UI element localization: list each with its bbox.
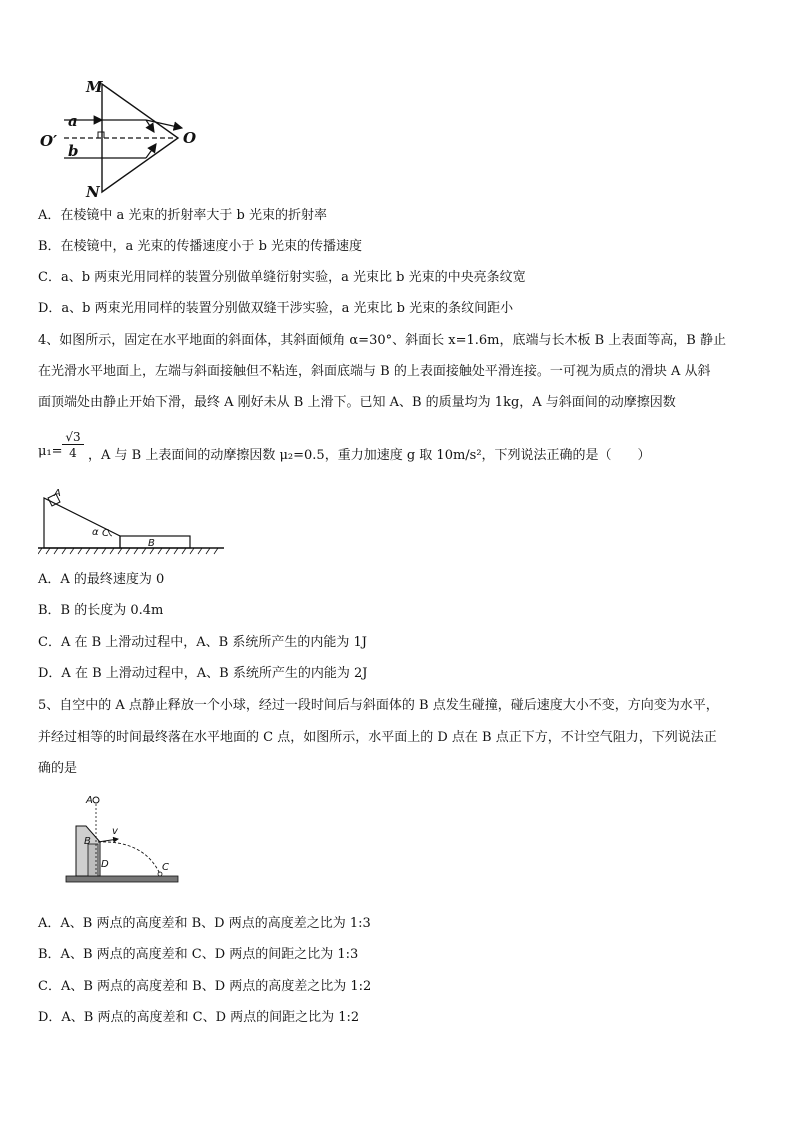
- mu1-denominator: 4: [69, 446, 77, 460]
- fig5-label-C: C: [162, 862, 169, 873]
- q3-option-b: B．在棱镜中，a 光束的传播速度小于 b 光束的传播速度: [38, 239, 363, 254]
- fig4-label-B: B: [148, 538, 155, 549]
- ground: [66, 876, 178, 882]
- q4-stem-tail: ，A 与 B 上表面间的动摩擦因数 μ₂=0.5，重力加速度 g 取 10m/s²，下列说法正确的是（ ）: [88, 448, 651, 463]
- mu1-prefix: μ₁=: [38, 444, 63, 459]
- q5-option-b: B．A、B 两点的高度差和 C、D 两点的间距之比为 1:3: [38, 947, 359, 962]
- q4-stem-line-2: 在光滑水平地面上，左端与斜面接触但不粘连，斜面底端与 B 的上表面接触处平滑连接。一可视为质点的滑块 A 从斜: [38, 364, 711, 379]
- q5-option-a: A．A、B 两点的高度差和 B、D 两点的高度差之比为 1:3: [38, 916, 371, 931]
- q4-option-b: B．B 的长度为 0.4m: [38, 603, 164, 618]
- incline-body: [44, 498, 120, 548]
- incline-figure: [38, 486, 228, 556]
- label-O: O: [183, 129, 197, 147]
- fig4-label-A: A: [54, 488, 61, 499]
- fig5-label-v: v: [112, 826, 118, 837]
- label-O-prime: O′: [40, 132, 58, 150]
- q4-option-a: A．A 的最终速度为 0: [38, 572, 165, 587]
- fig5-label-A: A: [86, 795, 93, 806]
- q4-option-c: C．A 在 B 上滑动过程中，A、B 系统所产生的内能为 1J: [38, 635, 367, 650]
- q5-stem-line-2: 并经过相等的时间最终落在水平地面的 C 点，如图所示，水平面上的 D 点在 B 点正下方，不计空气阻力，下列说法正: [38, 730, 717, 745]
- mu1-numerator: √3: [62, 430, 84, 445]
- q4-stem-line-3: 面顶端处由静止开始下滑，最终 A 刚好未从 B 上滑下。已知 A、B 的质量均为 1kg，A 与斜面间的动摩擦因数: [38, 395, 676, 410]
- fig5-label-B: B: [84, 836, 91, 847]
- q4-option-d: D．A 在 B 上滑动过程中，A、B 系统所产生的内能为 2J: [38, 666, 368, 681]
- fig4-label-C: C: [102, 528, 109, 539]
- q3-option-a: A．在棱镜中 a 光束的折射率大于 b 光束的折射率: [38, 208, 327, 223]
- board-b: [120, 536, 190, 548]
- q3-option-c: C．a、b 两束光用同样的装置分别做单缝衍射实验，a 光束比 b 光束的中央亮条纹宽: [38, 270, 526, 285]
- prism-figure: [36, 76, 206, 200]
- fig5-label-D: D: [101, 859, 109, 870]
- q5-option-d: D．A、B 两点的高度差和 C、D 两点的间距之比为 1:2: [38, 1010, 360, 1025]
- q5-stem-line-3: 确的是: [38, 761, 78, 776]
- q3-option-d: D．a、b 两束光用同样的装置分别做双缝干涉实验，a 光束比 b 光束的条纹间距小: [38, 301, 514, 316]
- label-b: b: [68, 142, 79, 160]
- q5-stem-line-1: 5、自空中的 A 点静止释放一个小球，经过一段时间后与斜面体的 B 点发生碰撞，碰后速度大小不变，方向变为水平，: [38, 698, 719, 713]
- ball: [93, 797, 99, 803]
- q4-stem-line-1: 4、如图所示，固定在水平地面的斜面体，其斜面倾角 α=30°、斜面长 x=1.6m，底端与长木板 B 上表面等高，B 静止: [38, 333, 726, 348]
- mu1-fraction: [62, 430, 84, 461]
- label-M: M: [86, 78, 103, 96]
- projectile-figure: [64, 792, 184, 892]
- label-a: a: [68, 112, 78, 130]
- fig4-label-alpha: α: [92, 527, 99, 538]
- q5-option-c: C．A、B 两点的高度差和 B、D 两点的高度差之比为 1:2: [38, 979, 372, 994]
- label-N: N: [86, 183, 100, 201]
